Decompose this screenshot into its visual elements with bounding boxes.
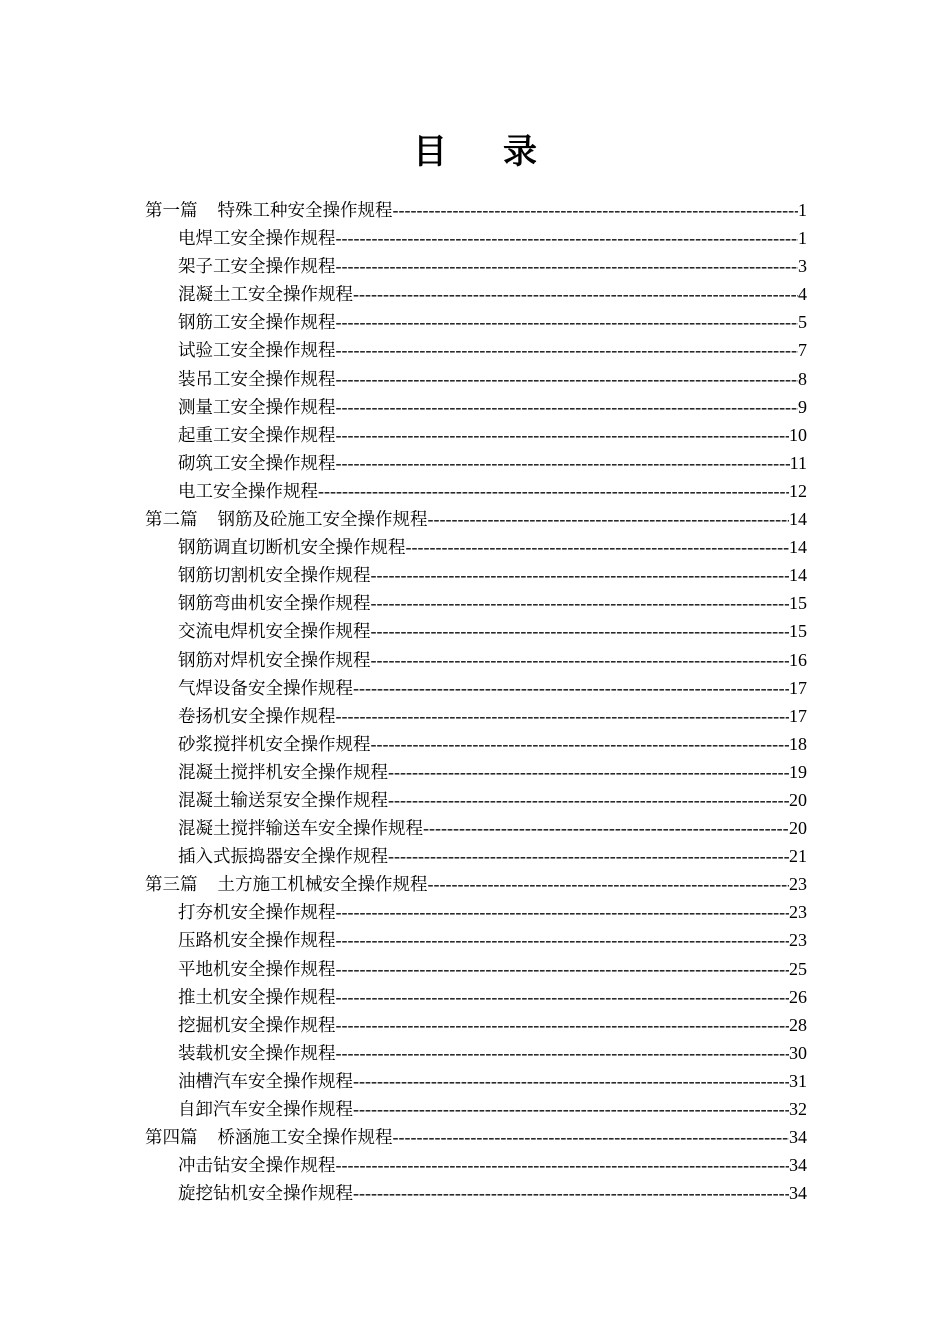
toc-page-number: 17 xyxy=(789,677,807,698)
toc-part-entry[interactable] xyxy=(145,196,807,224)
toc-entry-label xyxy=(178,703,336,730)
toc-entry[interactable] xyxy=(145,617,807,645)
toc-page-number: 12 xyxy=(789,480,807,501)
toc-part-number: 第四篇 xyxy=(145,1128,198,1149)
toc-entry[interactable] xyxy=(145,1067,807,1095)
toc-entry-title: 自卸汽车安全操作规程 xyxy=(178,1100,353,1120)
toc-entry-label xyxy=(178,422,336,449)
toc-entry[interactable] xyxy=(145,1151,807,1179)
toc-page-number: 14 xyxy=(789,537,807,558)
toc-page-number: 20 xyxy=(789,818,807,839)
toc-entry-label xyxy=(178,337,336,364)
toc-part-entry[interactable] xyxy=(145,870,807,898)
toc-leader-dashes xyxy=(371,589,790,617)
toc-leader-dashes xyxy=(336,308,799,336)
toc-entry-title: 桥涵施工安全操作规程 xyxy=(217,1128,393,1149)
toc-leader-dashes xyxy=(388,758,789,786)
toc-entry-title: 混凝土输送泵安全操作规程 xyxy=(178,790,388,811)
toc-entry-title: 交流电焊机安全操作规程 xyxy=(178,622,371,643)
toc-entry-title: 起重工安全操作规程 xyxy=(178,425,336,446)
toc-entry-label xyxy=(145,506,428,533)
toc-leader-dashes xyxy=(336,393,799,421)
toc-entry-label xyxy=(178,927,336,954)
toc-entry-label xyxy=(178,956,336,983)
toc-entry[interactable] xyxy=(145,336,807,364)
toc-entry-label xyxy=(178,731,371,758)
toc-entry[interactable] xyxy=(145,224,807,252)
toc-page-number: 28 xyxy=(789,1014,807,1035)
toc-entry-title: 平地机安全操作规程 xyxy=(178,959,336,980)
toc-page-number: 17 xyxy=(789,705,807,726)
toc-leader-dashes xyxy=(428,505,790,533)
toc-entry[interactable] xyxy=(145,674,807,702)
toc-entry-title: 砂浆搅拌机安全操作规程 xyxy=(178,734,371,755)
toc-entry-label xyxy=(178,815,423,842)
toc-entry-title: 混凝土工安全操作规程 xyxy=(178,285,353,306)
toc-entry-label xyxy=(178,225,336,252)
toc-leader-dashes xyxy=(353,1179,789,1207)
toc-leader-dashes xyxy=(336,983,790,1011)
toc-entry-title: 插入式振捣器安全操作规程 xyxy=(178,847,388,868)
toc-leader-dashes xyxy=(428,870,790,898)
toc-entry-label xyxy=(178,450,336,477)
toc-page-number: 31 xyxy=(789,1070,807,1091)
toc-part-number: 第一篇 xyxy=(145,201,198,221)
toc-entry[interactable] xyxy=(145,365,807,393)
toc-leader-dashes xyxy=(353,1095,789,1123)
toc-page-number: 19 xyxy=(789,761,807,782)
toc-entry-label xyxy=(178,1180,353,1207)
toc-entry-title: 砌筑工安全操作规程 xyxy=(178,453,336,474)
toc-page-number: 7 xyxy=(798,340,807,361)
toc-part-entry[interactable] xyxy=(145,1123,807,1151)
toc-leader-dashes xyxy=(336,449,790,477)
toc-entry-title: 土方施工机械安全操作规程 xyxy=(217,875,428,896)
toc-entry-title: 架子工安全操作规程 xyxy=(178,257,336,278)
toc-entry-title: 电焊工安全操作规程 xyxy=(178,229,336,250)
toc-page-number: 23 xyxy=(789,874,807,895)
toc-leader-dashes xyxy=(336,365,799,393)
toc-part-entry[interactable] xyxy=(145,505,807,533)
toc-entry-label xyxy=(178,647,371,674)
toc-entry[interactable] xyxy=(145,1039,807,1067)
toc-entry-title: 特殊工种安全操作规程 xyxy=(217,201,393,221)
toc-entry-title: 装吊工安全操作规程 xyxy=(178,369,336,390)
toc-leader-dashes xyxy=(353,1067,789,1095)
toc-part-number: 第二篇 xyxy=(145,510,198,531)
toc-page-number: 1 xyxy=(798,200,807,220)
toc-leader-dashes xyxy=(371,646,790,674)
toc-entry[interactable] xyxy=(145,533,807,561)
toc-entry-title: 旋挖钻机安全操作规程 xyxy=(178,1184,353,1205)
toc-entry-label xyxy=(178,1096,353,1123)
toc-page-number: 21 xyxy=(789,846,807,867)
toc-entry-title: 气焊设备安全操作规程 xyxy=(178,678,353,699)
page-title: 目录 xyxy=(413,132,593,172)
toc-page-number: 20 xyxy=(789,789,807,810)
toc-page-number: 14 xyxy=(789,509,807,530)
toc-entry[interactable] xyxy=(145,449,807,477)
toc-entry-label xyxy=(178,675,353,702)
toc-leader-dashes xyxy=(353,674,789,702)
toc-entry-label xyxy=(178,478,318,505)
toc-entry-label xyxy=(178,618,371,645)
toc-entry-label xyxy=(178,309,336,336)
toc-entry[interactable] xyxy=(145,589,807,617)
table-of-contents xyxy=(145,196,807,1207)
toc-leader-dashes xyxy=(423,814,789,842)
toc-entry-title: 推土机安全操作规程 xyxy=(178,987,336,1008)
toc-page-number: 34 xyxy=(789,1183,807,1204)
toc-entry[interactable] xyxy=(145,1095,807,1123)
toc-entry[interactable] xyxy=(145,421,807,449)
toc-entry[interactable] xyxy=(145,758,807,786)
toc-page-number: 16 xyxy=(789,649,807,670)
toc-entry-title: 电工安全操作规程 xyxy=(178,481,318,502)
toc-leader-dashes xyxy=(336,1011,790,1039)
toc-page-number: 34 xyxy=(789,1127,807,1148)
toc-entry-title: 卷扬机安全操作规程 xyxy=(178,706,336,727)
toc-page-number: 15 xyxy=(789,621,807,642)
toc-entry[interactable] xyxy=(145,646,807,674)
toc-page-number: 4 xyxy=(798,284,807,305)
toc-leader-dashes xyxy=(318,477,789,505)
toc-leader-dashes xyxy=(388,786,789,814)
toc-entry[interactable] xyxy=(145,477,807,505)
toc-entry[interactable] xyxy=(145,393,807,421)
toc-entry-title: 混凝土搅拌输送车安全操作规程 xyxy=(178,819,423,840)
toc-entry-label xyxy=(178,590,371,617)
toc-entry-title: 压路机安全操作规程 xyxy=(178,931,336,952)
toc-entry-title: 冲击钻安全操作规程 xyxy=(178,1156,336,1177)
toc-leader-dashes xyxy=(388,842,789,870)
toc-entry[interactable] xyxy=(145,1179,807,1207)
toc-page-number: 3 xyxy=(798,256,807,277)
toc-leader-dashes xyxy=(336,224,799,252)
toc-leader-dashes xyxy=(336,898,790,926)
toc-leader-dashes xyxy=(406,533,790,561)
toc-page-number: 30 xyxy=(789,1042,807,1063)
toc-page-number: 9 xyxy=(798,396,807,417)
toc-leader-dashes xyxy=(336,336,799,364)
toc-entry-label xyxy=(178,253,336,280)
toc-page-number: 11 xyxy=(789,452,807,473)
toc-entry[interactable] xyxy=(145,252,807,280)
toc-leader-dashes xyxy=(336,421,790,449)
toc-entry[interactable] xyxy=(145,702,807,730)
toc-entry-title: 钢筋工安全操作规程 xyxy=(178,313,336,334)
toc-entry[interactable] xyxy=(145,786,807,814)
toc-page-number: 32 xyxy=(789,1099,807,1119)
toc-entry-title: 打夯机安全操作规程 xyxy=(178,903,336,924)
toc-leader-dashes xyxy=(336,1039,790,1067)
toc-leader-dashes xyxy=(371,561,790,589)
toc-leader-dashes xyxy=(371,617,790,645)
toc-entry[interactable] xyxy=(145,926,807,954)
toc-entry-title: 钢筋弯曲机安全操作规程 xyxy=(178,594,371,615)
toc-entry-label xyxy=(178,984,336,1011)
toc-page-number: 14 xyxy=(789,565,807,586)
toc-page-number: 34 xyxy=(789,1155,807,1176)
toc-page-number: 15 xyxy=(789,593,807,614)
toc-page-number: 23 xyxy=(789,930,807,951)
toc-entry[interactable] xyxy=(145,842,807,870)
toc-entry[interactable] xyxy=(145,898,807,926)
toc-entry-label xyxy=(178,899,336,926)
toc-entry[interactable] xyxy=(145,561,807,589)
toc-page-number: 8 xyxy=(798,368,807,389)
toc-entry[interactable] xyxy=(145,983,807,1011)
toc-entry[interactable] xyxy=(145,955,807,983)
toc-entry-label xyxy=(178,562,371,589)
toc-entry[interactable] xyxy=(145,814,807,842)
toc-entry-label xyxy=(178,281,353,308)
toc-entry[interactable] xyxy=(145,308,807,336)
toc-page-number: 23 xyxy=(789,902,807,923)
toc-entry-label xyxy=(178,394,336,421)
toc-entry-title: 装载机安全操作规程 xyxy=(178,1043,336,1064)
toc-page-number: 10 xyxy=(789,424,807,445)
toc-leader-dashes xyxy=(353,280,798,308)
toc-entry-label xyxy=(145,197,393,224)
toc-leader-dashes xyxy=(336,1151,790,1179)
toc-leader-dashes xyxy=(336,252,799,280)
toc-entry-title: 油槽汽车安全操作规程 xyxy=(178,1071,353,1092)
toc-page-number: 25 xyxy=(789,958,807,979)
toc-entry[interactable] xyxy=(145,1011,807,1039)
toc-entry[interactable] xyxy=(145,730,807,758)
toc-entry-label xyxy=(178,1012,336,1039)
toc-entry-label xyxy=(178,1040,336,1067)
toc-entry-title: 钢筋调直切断机安全操作规程 xyxy=(178,538,406,559)
toc-entry-label xyxy=(178,1068,353,1095)
toc-leader-dashes xyxy=(393,196,799,224)
toc-leader-dashes xyxy=(336,955,790,983)
toc-entry-title: 试验工安全操作规程 xyxy=(178,341,336,362)
toc-entry-label xyxy=(178,843,388,870)
toc-entry-title: 混凝土搅拌机安全操作规程 xyxy=(178,762,388,783)
toc-entry-title: 钢筋切割机安全操作规程 xyxy=(178,566,371,587)
toc-entry-title: 钢筋对焊机安全操作规程 xyxy=(178,650,371,671)
toc-entry-label xyxy=(178,1152,336,1179)
toc-leader-dashes xyxy=(393,1123,790,1151)
toc-part-number: 第三篇 xyxy=(145,875,198,896)
toc-entry-label xyxy=(145,1124,393,1151)
toc-entry-label xyxy=(178,366,336,393)
toc-entry-title: 测量工安全操作规程 xyxy=(178,397,336,418)
toc-entry-label xyxy=(178,759,388,786)
toc-page-number: 1 xyxy=(798,228,807,249)
toc-leader-dashes xyxy=(336,702,790,730)
toc-entry[interactable] xyxy=(145,280,807,308)
toc-page-number: 26 xyxy=(789,986,807,1007)
toc-page-number: 5 xyxy=(798,312,807,333)
toc-entry-label xyxy=(145,871,428,898)
toc-leader-dashes xyxy=(336,926,790,954)
toc-leader-dashes xyxy=(371,730,790,758)
toc-page-number: 18 xyxy=(789,733,807,754)
toc-entry-label xyxy=(178,534,406,561)
toc-entry-title: 钢筋及砼施工安全操作规程 xyxy=(217,510,428,531)
toc-entry-label xyxy=(178,787,388,814)
toc-entry-title: 挖掘机安全操作规程 xyxy=(178,1015,336,1036)
